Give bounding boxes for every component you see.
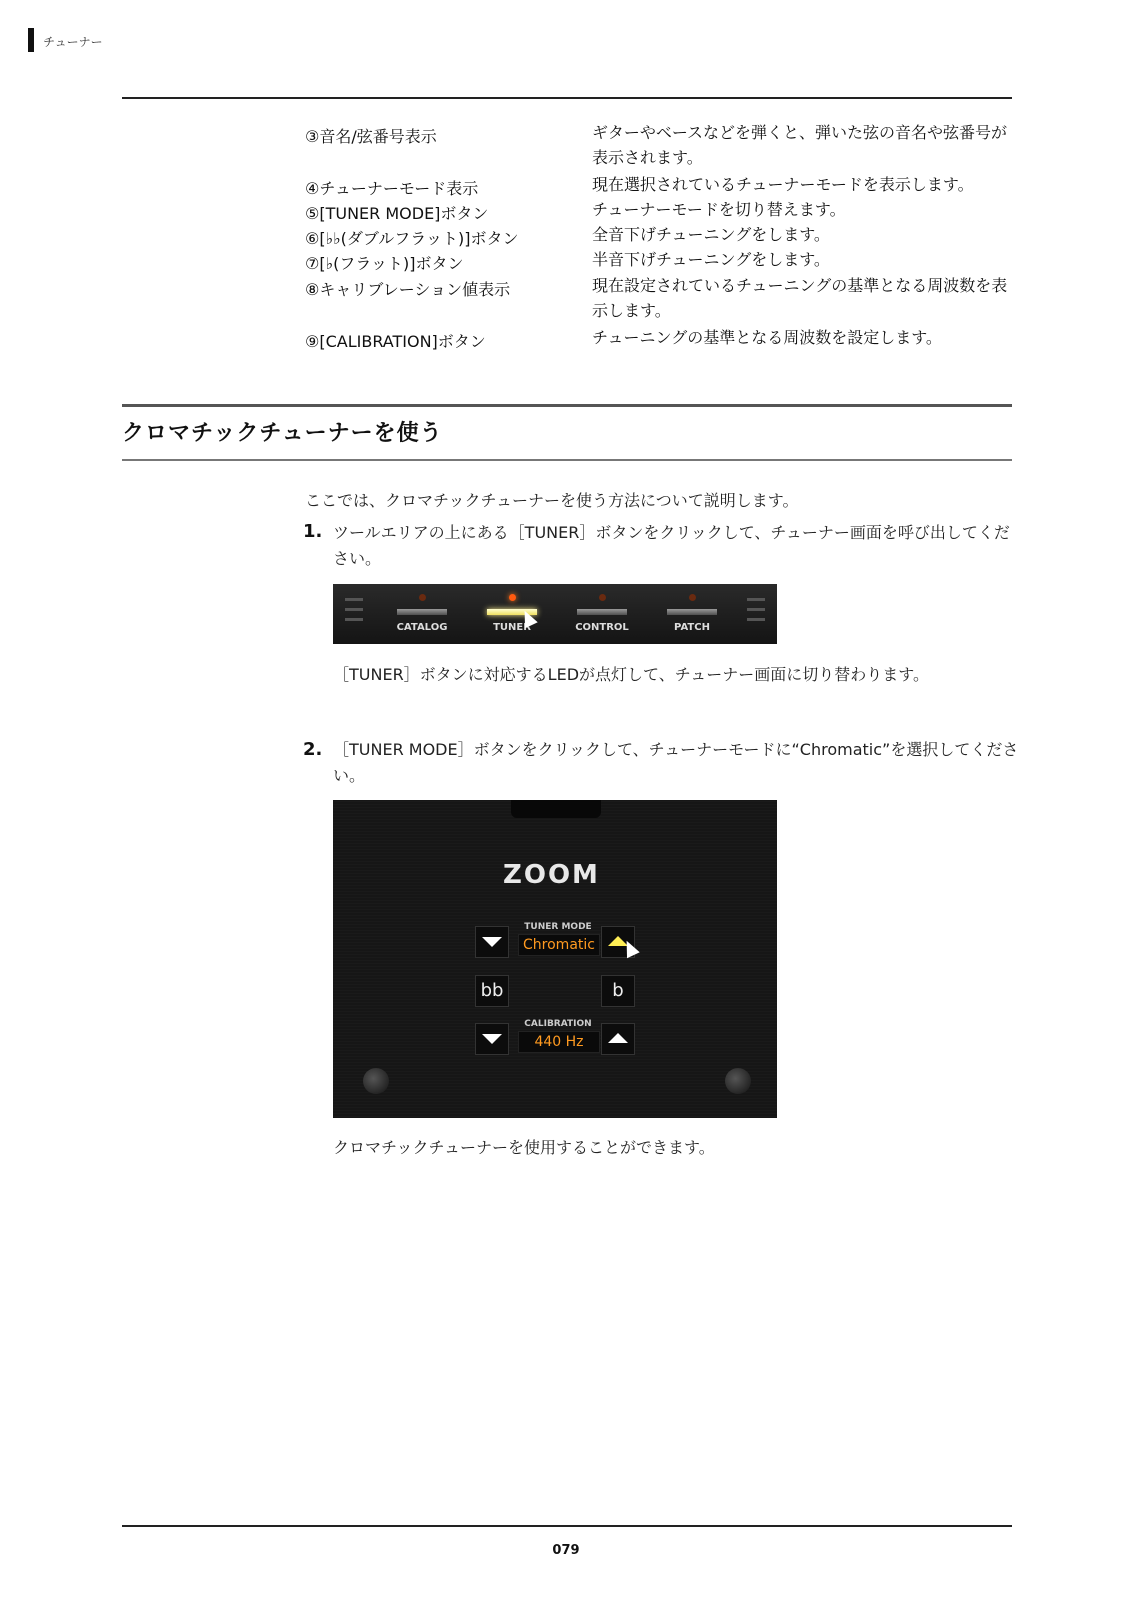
tuner-mode-display: Chromatic	[518, 934, 600, 956]
tuner-mode-down-button[interactable]	[475, 926, 509, 958]
double-flat-button[interactable]: bb	[475, 975, 509, 1007]
toolbar-screenshot	[333, 584, 777, 644]
led-icon	[689, 594, 696, 601]
section-rule-top	[122, 404, 1012, 407]
section-intro: ここでは、クロマチックチューナーを使う方法について説明します。	[305, 491, 799, 510]
desc-label: ⑨[CALIBRATION]ボタン	[305, 332, 486, 351]
grille-right	[747, 598, 765, 628]
led-icon	[509, 594, 516, 601]
step-number: 2.	[303, 739, 323, 760]
button-bar	[667, 609, 717, 615]
calibration-label: CALIBRATION	[524, 1019, 592, 1029]
tuner-panel-screenshot	[333, 800, 777, 1118]
calibration-down-button[interactable]	[475, 1023, 509, 1055]
desc-text: チューニングの基準となる周波数を設定します。	[592, 328, 942, 347]
button-bar	[577, 609, 627, 615]
desc-label: ⑥[♭♭(ダブルフラット)]ボタン	[305, 229, 519, 248]
arrow-down-icon	[482, 937, 502, 947]
patch-button[interactable]	[659, 594, 725, 633]
calibration-display: 440 Hz	[518, 1031, 600, 1053]
section-title: クロマチックチューナーを使う	[122, 421, 443, 446]
zoom-logo: ZOOM	[503, 860, 600, 890]
led-icon	[599, 594, 606, 601]
desc-label: ⑦[♭(フラット)]ボタン	[305, 254, 464, 273]
step-number: 1.	[303, 521, 323, 542]
desc-text: 現在設定されているチューニングの基準となる周波数を表示します。	[592, 276, 1008, 320]
button-label: CATALOG	[396, 622, 448, 633]
button-bar	[397, 609, 447, 615]
grille-left	[345, 598, 363, 628]
top-rule	[122, 97, 1012, 99]
desc-label: ⑤[TUNER MODE]ボタン	[305, 204, 489, 223]
button-label: CONTROL	[575, 622, 629, 633]
step-caption: クロマチックチューナーを使用することができます。	[333, 1138, 715, 1157]
desc-label: ④チューナーモード表示	[305, 179, 479, 198]
catalog-button[interactable]	[389, 594, 455, 633]
step-text: ［TUNER MODE］ボタンをクリックして、チューナーモードに“Chromatic”を選択してください。	[333, 740, 1019, 785]
desc-label: ③音名/弦番号表示	[305, 127, 437, 146]
arrow-down-icon	[482, 1034, 502, 1044]
header-marker	[28, 28, 34, 52]
flat-button[interactable]: b	[601, 975, 635, 1007]
bottom-rule	[122, 1525, 1012, 1527]
arrow-up-icon	[608, 1033, 628, 1043]
section-rule-bottom	[122, 459, 1012, 461]
tuner-button[interactable]	[479, 594, 545, 633]
button-label: TUNER	[493, 622, 531, 633]
desc-text: チューナーモードを切り替えます。	[592, 200, 846, 219]
panel-tab	[511, 800, 601, 818]
desc-text: 半音下げチューニングをします。	[592, 250, 830, 269]
control-button[interactable]	[569, 594, 635, 633]
led-icon	[419, 594, 426, 601]
desc-text: 全音下げチューニングをします。	[592, 225, 830, 244]
page-number: 079	[552, 1543, 580, 1558]
desc-text: ギターやベースなどを弾くと、弾いた弦の音名や弦番号が表示されます。	[592, 123, 1008, 167]
header-section-label: チューナー	[43, 35, 103, 49]
step-text: ツールエリアの上にある［TUNER］ボタンをクリックして、チューナー画面を呼び出してください。	[333, 523, 1010, 568]
tuner-mode-label: TUNER MODE	[524, 922, 592, 932]
screw-icon	[363, 1068, 389, 1094]
desc-text: 現在選択されているチューナーモードを表示します。	[592, 175, 974, 194]
calibration-up-button[interactable]	[601, 1023, 635, 1055]
step-caption: ［TUNER］ボタンに対応するLEDが点灯して、チューナー画面に切り替わります。	[333, 665, 929, 684]
button-label: PATCH	[674, 622, 710, 633]
screw-icon	[725, 1068, 751, 1094]
desc-label: ⑧キャリブレーション値表示	[305, 280, 511, 299]
